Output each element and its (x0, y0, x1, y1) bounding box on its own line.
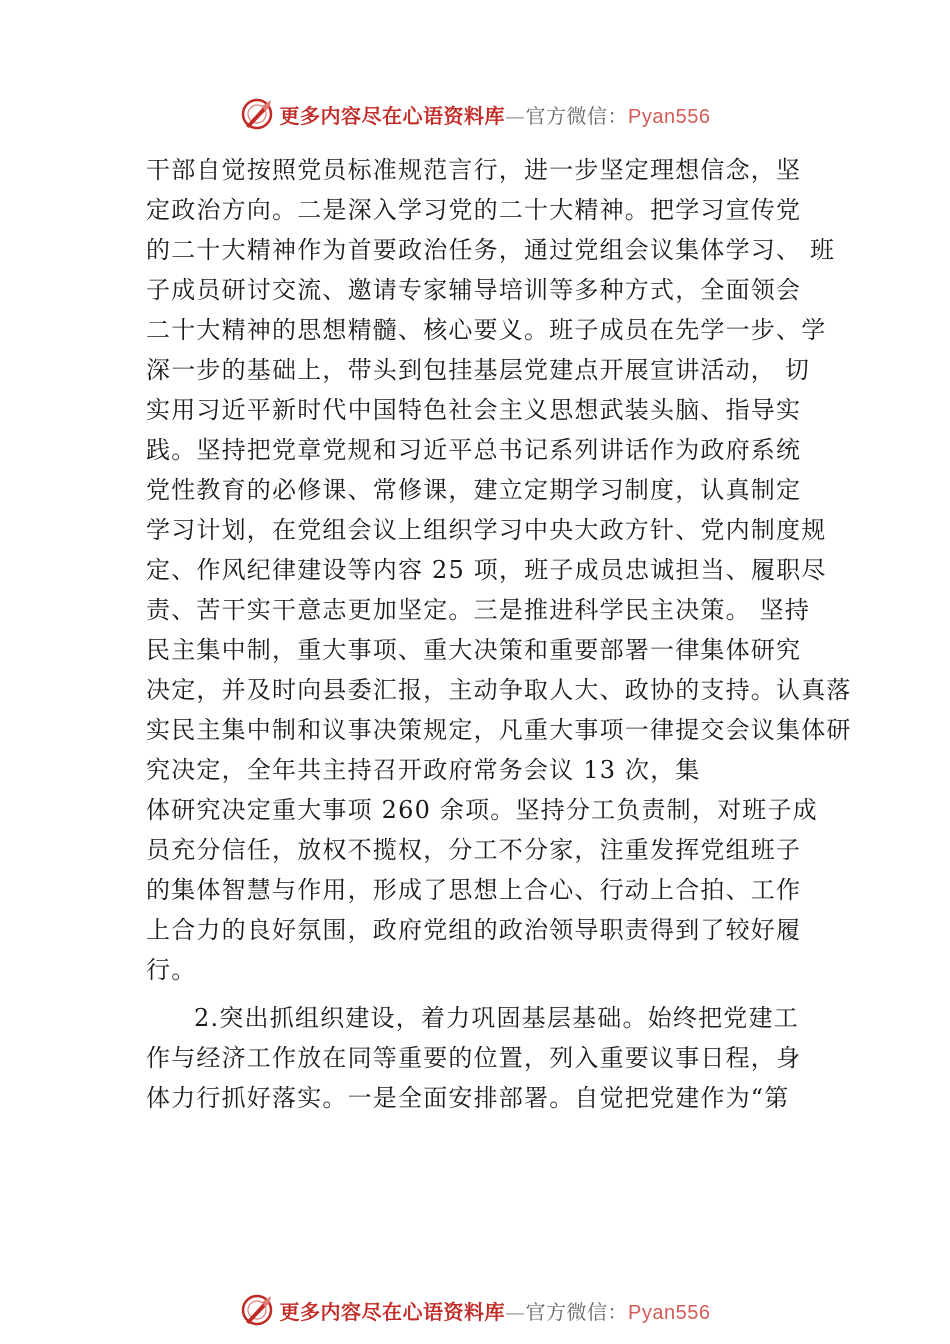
section-heading-line: 2.突出抓组织建设，着力巩固基层基础。始终把党建工 (194, 1004, 799, 1032)
quill-logo-icon (240, 97, 274, 131)
watermark-wechat-label: 官方微信： (525, 103, 629, 128)
body-line: 员充分信任，放权不揽权，分工不分家，注重发挥党组班子 (146, 836, 802, 864)
body-line: 上合力的良好氛围，政府党组的政治领导职责得到了较好履 (146, 916, 802, 944)
body-line: 实用习近平新时代中国特色社会主义思想武装头脑、指导实 (146, 396, 802, 424)
watermark-dash: — (505, 1299, 526, 1324)
body-line: 实民主集中制和议事决策规定，凡重大事项一律提交会议集体研 (146, 716, 852, 744)
body-line: 究决定，全年共主持召开政府常务会议 13 次，集 (146, 756, 701, 784)
body-line: 责、苦干实干意志更加坚定。三是推进科学民主决策。 坚持 (146, 596, 811, 624)
header-watermark (0, 94, 950, 134)
watermark-text (280, 1296, 711, 1325)
watermark-wechat-id: Pyan556 (628, 1301, 711, 1324)
watermark-wechat-label: 官方微信： (525, 1299, 629, 1324)
watermark-main: 更多内容尽在心语资料库 (279, 103, 506, 128)
body-line: 定政治方向。二是深入学习党的二十大精神。把学习宣传党 (146, 196, 802, 224)
body-line: 党性教育的必修课、常修课，建立定期学习制度，认真制定 (146, 476, 802, 504)
body-line: 的集体智慧与作用，形成了思想上合心、行动上合拍、工作 (146, 876, 802, 904)
watermark-dash: — (505, 103, 526, 128)
watermark-text (280, 100, 711, 129)
watermark-main: 更多内容尽在心语资料库 (279, 1299, 506, 1324)
body-line: 干部自觉按照党员标准规范言行，进一步坚定理想信念，坚 (146, 156, 802, 184)
body-line: 定、作风纪律建设等内容 25 项，班子成员忠诚担当、履职尽 (146, 556, 827, 584)
body-line: 体力行抓好落实。一是全面安排部署。自觉把党建作为“第 (146, 1084, 790, 1112)
body-line: 的二十大精神作为首要政治任务，通过党组会议集体学习、 班 (146, 236, 836, 264)
document-body (146, 150, 852, 1118)
body-line: 学习计划，在党组会议上组织学习中央大政方针、党内制度规 (146, 516, 827, 544)
body-line: 践。坚持把党章党规和习近平总书记系列讲话作为政府系统 (146, 436, 802, 464)
body-line: 体研究决定重大事项 260 余项。坚持分工负责制，对班子成 (146, 796, 818, 824)
body-line: 子成员研讨交流、邀请专家辅导培训等多种方式，全面领会 (146, 276, 802, 304)
body-line: 决定，并及时向县委汇报，主动争取人大、政协的支持。认真落 (146, 676, 852, 704)
body-line: 民主集中制，重大事项、重大决策和重要部署一律集体研究 (146, 636, 802, 664)
body-line: 二十大精神的思想精髓、核心要义。班子成员在先学一步、学 (146, 316, 827, 344)
body-line: 行。 (146, 956, 197, 984)
footer-watermark (0, 1290, 950, 1330)
watermark-wechat-id: Pyan556 (628, 105, 711, 128)
body-line: 作与经济工作放在同等重要的位置，列入重要议事日程，身 (146, 1044, 802, 1072)
body-line: 深一步的基础上，带头到包挂基层党建点开展宣讲活动， 切 (146, 356, 811, 384)
quill-logo-icon (240, 1293, 274, 1327)
